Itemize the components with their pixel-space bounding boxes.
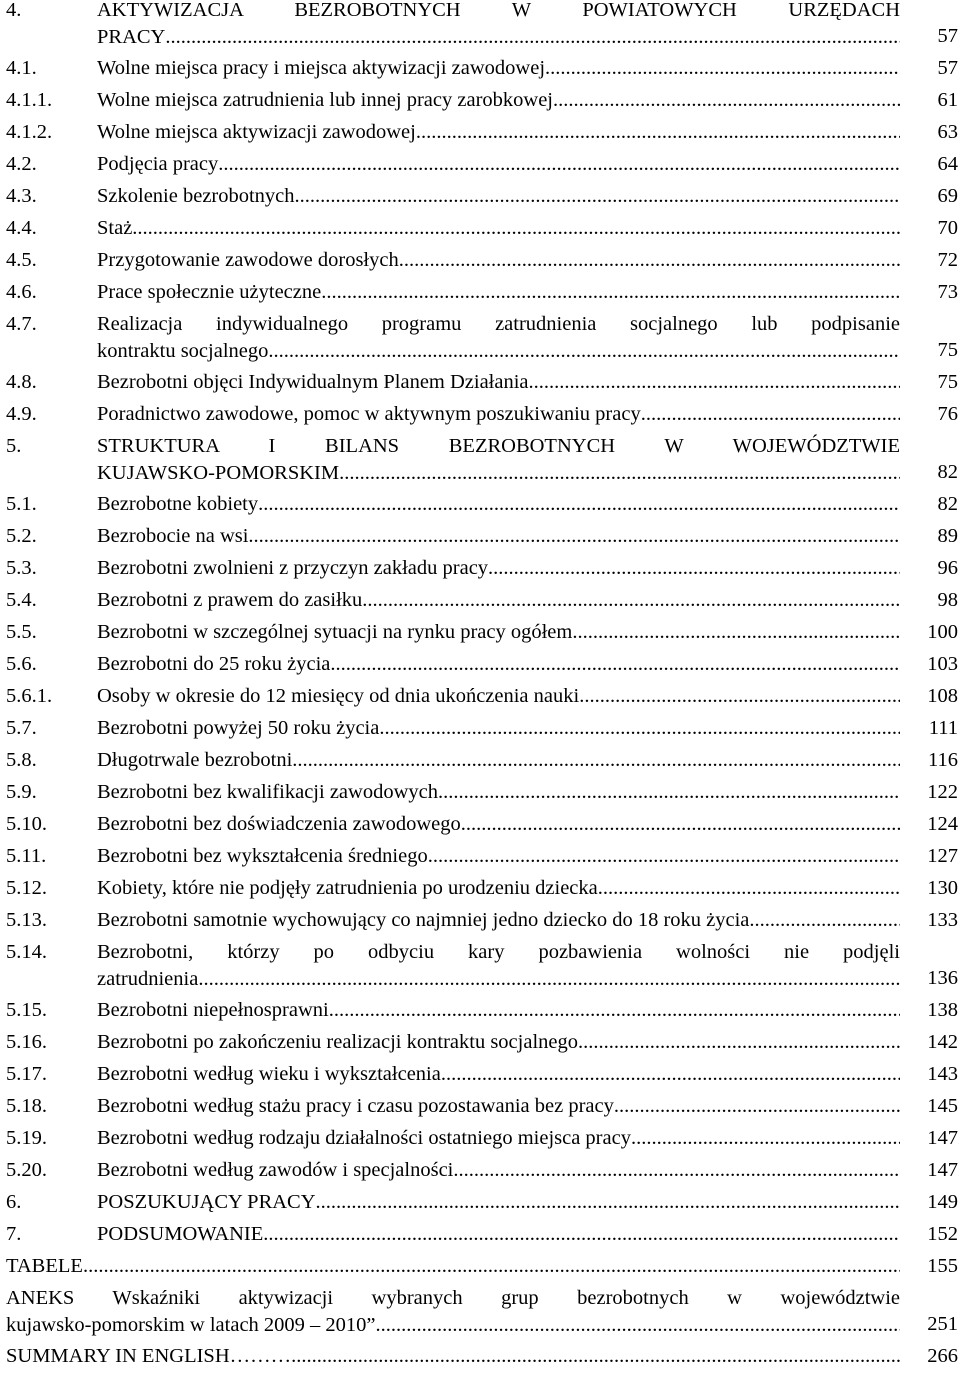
dot-leader — [83, 1253, 900, 1280]
toc-entry-number: 5.20. — [6, 1159, 47, 1181]
toc-entry[interactable] — [0, 904, 960, 936]
toc-entry-number: 4. — [6, 0, 22, 21]
toc-entry[interactable] — [0, 276, 960, 308]
toc-entry-title-text: Długotrwale bezrobotni — [97, 749, 293, 771]
toc-entry-title — [97, 52, 900, 82]
toc-entry-title — [97, 84, 900, 114]
toc-entry[interactable] — [0, 680, 960, 712]
toc-entry-page-number: 142 — [927, 1031, 958, 1053]
toc-entry-page-number: 103 — [927, 653, 958, 675]
toc-entry-page-number: 96 — [937, 557, 958, 579]
toc-entry-page-number: 111 — [928, 717, 958, 739]
toc-entry-number: 7. — [6, 1223, 22, 1245]
toc-entry-title-text: POSZUKUJĄCY PRACY — [97, 1191, 316, 1213]
toc-entry-title — [97, 776, 900, 806]
toc-entry-title-text: Bezrobotni po zakończeniu realizacji kontraktu socjalnego — [97, 1031, 578, 1053]
toc-entry-page-number: 75 — [937, 371, 958, 393]
toc-entry-page-number: 89 — [937, 525, 958, 547]
toc-entry-title — [97, 148, 900, 178]
toc-entry-title — [97, 1058, 900, 1088]
toc-entry-number: 5.18. — [6, 1095, 47, 1117]
toc-entry-title-line2: KUJAWSKO-POMORSKIM — [97, 462, 340, 484]
toc-entry-page-number: 98 — [937, 589, 958, 611]
toc-entry-number: 5.2. — [6, 525, 37, 547]
dot-leader — [376, 1312, 900, 1339]
dot-leader — [438, 779, 900, 806]
toc-entry-title-text: Bezrobotni w szczególnej sytuacji na rynku pracy ogółem — [97, 621, 573, 643]
toc-entry-number: 4.6. — [6, 281, 37, 303]
toc-entry[interactable] — [0, 552, 960, 584]
dot-leader — [641, 401, 900, 428]
toc-entry[interactable] — [0, 1250, 960, 1282]
toc-entry-title — [97, 744, 900, 774]
toc-entry-title — [97, 808, 900, 838]
dot-leader — [132, 215, 900, 242]
toc-entry-title-line2: PRACY — [97, 26, 166, 48]
toc-entry-title-text: Wolne miejsca aktywizacji zawodowej — [97, 121, 416, 143]
dot-leader — [488, 555, 900, 582]
dot-leader — [453, 1157, 900, 1184]
toc-entry-title-line2: zatrudnienia — [97, 968, 199, 990]
toc-entry-number: 5.4. — [6, 589, 37, 611]
toc-entry-title-text: Szkolenie bezrobotnych — [97, 185, 295, 207]
toc-entry-title-text: Bezrobocie na wsi — [97, 525, 249, 547]
toc-entry-number: 5.10. — [6, 813, 47, 835]
toc-entry-title-text: Bezrobotni niepełnosprawni — [97, 999, 329, 1021]
toc-entry-number: 4.3. — [6, 185, 37, 207]
toc-entry-number: 5.3. — [6, 557, 37, 579]
toc-entry-page-number: 64 — [937, 153, 958, 175]
dot-leader — [362, 587, 900, 614]
dot-leader — [330, 651, 900, 678]
toc-entry-title — [97, 584, 900, 614]
dot-leader — [553, 87, 900, 114]
toc-entry-title — [6, 1250, 900, 1280]
dot-leader — [339, 460, 900, 487]
toc-entry-title — [97, 180, 900, 210]
toc-entry-number: 4.5. — [6, 249, 37, 271]
toc-entry-title-text: Poradnictwo zawodowe, pomoc w aktywnym poszukiwaniu pracy — [97, 403, 641, 425]
toc-entry-page-number: 61 — [937, 89, 958, 111]
toc-entry-number: 4.2. — [6, 153, 37, 175]
toc-entry[interactable] — [0, 308, 960, 366]
toc-entry-page-number: 116 — [928, 749, 958, 771]
toc-entry[interactable] — [0, 244, 960, 276]
toc-entry-number: 5.14. — [6, 941, 47, 963]
toc-entry-page-number: 69 — [937, 185, 958, 207]
dot-leader — [291, 1343, 900, 1370]
toc-entry-title-text: Bezrobotni do 25 roku życia — [97, 653, 331, 675]
toc-entry-number: 4.1.1. — [6, 89, 53, 111]
toc-entry-number: 5.8. — [6, 749, 37, 771]
dot-leader — [268, 338, 900, 365]
toc-entry-title — [97, 872, 900, 902]
toc-entry-title-text: Bezrobotni bez doświadczenia zawodowego — [97, 813, 461, 835]
dot-leader — [416, 119, 900, 146]
toc-entry-title — [97, 366, 900, 396]
toc-entry-title-text: Bezrobotni według zawodów i specjalności — [97, 1159, 454, 1181]
dot-leader — [461, 811, 900, 838]
toc-entry[interactable] — [0, 840, 960, 872]
toc-entry-number: 5.6. — [6, 653, 37, 675]
toc-entry-title — [97, 244, 900, 274]
toc-entry-title-line1: AKTYWIZACJA BEZROBOTNYCH W POWIATOWYCH URZĘDACH — [97, 0, 900, 21]
toc-entry[interactable] — [0, 936, 960, 994]
toc-entry-number: 5.13. — [6, 909, 47, 931]
toc-entry[interactable] — [0, 1218, 960, 1250]
toc-entry-title-text: Przygotowanie zawodowe dorosłych — [97, 249, 399, 271]
toc-entry[interactable] — [0, 430, 960, 488]
toc-entry-title — [97, 936, 900, 993]
toc-entry-title-text: Wolne miejsca pracy i miejsca aktywizacji zawodowej — [97, 57, 546, 79]
toc-entry[interactable] — [0, 1154, 960, 1186]
toc-entry[interactable] — [0, 148, 960, 180]
dot-leader — [545, 55, 900, 82]
toc-entry-page-number: 73 — [937, 281, 958, 303]
toc-entry-title — [97, 680, 900, 710]
toc-entry[interactable] — [0, 52, 960, 84]
toc-entry-title — [97, 276, 900, 306]
toc-entry-page-number: 72 — [937, 249, 958, 271]
toc-entry[interactable] — [0, 0, 960, 52]
toc-entry-title-text: Osoby w okresie do 12 miesięcy od dnia ukończenia nauki — [97, 685, 580, 707]
dot-leader — [379, 715, 900, 742]
toc-entry-page-number: 138 — [927, 999, 958, 1021]
toc-entry-title — [97, 308, 900, 365]
toc-entry[interactable] — [0, 1340, 960, 1372]
toc-entry-page-number: 75 — [937, 339, 958, 361]
toc-entry-title — [97, 1218, 900, 1248]
toc-entry-title — [97, 648, 900, 678]
toc-entry-number: 5.5. — [6, 621, 37, 643]
toc-entry-title-line2: kontraktu socjalnego — [97, 340, 269, 362]
toc-entry-number: 4.1.2. — [6, 121, 53, 143]
toc-entry-page-number: 143 — [927, 1063, 958, 1085]
toc-entry-number: 5.1. — [6, 493, 37, 515]
toc-entry[interactable] — [0, 212, 960, 244]
toc-entry-title-text: Bezrobotne kobiety — [97, 493, 259, 515]
toc-entry-title — [97, 994, 900, 1024]
dot-leader — [579, 683, 900, 710]
toc-entry-page-number: 147 — [927, 1159, 958, 1181]
dot-leader — [258, 491, 900, 518]
toc-entry-title-line1: STRUKTURA I BILANS BEZROBOTNYCH W WOJEWÓDZTWIE — [97, 435, 900, 457]
toc-entry-title-text: Prace społecznie użyteczne — [97, 281, 322, 303]
toc-entry-title-text: Staż — [97, 217, 133, 239]
toc-entry[interactable] — [0, 1026, 960, 1058]
dot-leader — [295, 183, 900, 210]
toc-entry-title — [97, 212, 900, 242]
toc-entry-title-text: Bezrobotni według rodzaju działalności ostatniego miejsca pracy — [97, 1127, 631, 1149]
toc-entry[interactable] — [0, 776, 960, 808]
toc-entry-title-text: TABELE — [6, 1255, 83, 1277]
dot-leader — [316, 1189, 900, 1216]
toc-entry-title-text: Bezrobotni bez wykształcenia średniego — [97, 845, 428, 867]
toc-entry-title-line1: Bezrobotni, którzy po odbyciu kary pozbawienia wolności nie podjęli — [97, 941, 900, 963]
toc-entry-title — [97, 840, 900, 870]
dot-leader — [572, 619, 900, 646]
toc-entry-number: 5.17. — [6, 1063, 47, 1085]
toc-entry-title-text: SUMMARY IN ENGLISH……… — [6, 1345, 292, 1367]
toc-entry-title — [97, 616, 900, 646]
toc-entry[interactable] — [0, 616, 960, 648]
toc-entry-number: 5.7. — [6, 717, 37, 739]
toc-entry-page-number: 133 — [927, 909, 958, 931]
toc-entry[interactable] — [0, 1122, 960, 1154]
toc-entry-page-number: 100 — [927, 621, 958, 643]
toc-entry-title-text: Kobiety, które nie podjęły zatrudnienia po urodzeniu dziecka — [97, 877, 598, 899]
toc-entry[interactable] — [0, 744, 960, 776]
toc-entry[interactable] — [0, 712, 960, 744]
toc-entry[interactable] — [0, 366, 960, 398]
toc-entry-number: 5.12. — [6, 877, 47, 899]
dot-leader — [614, 1093, 900, 1120]
toc-entry-title — [97, 430, 900, 487]
toc-entry-title-line1: ANEKS Wskaźniki aktywizacji wybranych grup bezrobotnych w województwie — [6, 1287, 900, 1309]
toc-entry[interactable] — [0, 808, 960, 840]
toc-entry-number: 5.9. — [6, 781, 37, 803]
toc-entry-page-number: 57 — [937, 25, 958, 47]
dot-leader — [263, 1221, 900, 1248]
dot-leader — [578, 1029, 900, 1056]
toc-entry-page-number: 57 — [937, 57, 958, 79]
toc-entry-title-text: PODSUMOWANIE — [97, 1223, 264, 1245]
toc-entry[interactable] — [0, 116, 960, 148]
toc-entry-title — [6, 1282, 900, 1339]
toc-entry-title — [97, 116, 900, 146]
toc-entry-title — [97, 552, 900, 582]
toc-entry-title — [97, 0, 900, 51]
toc-entry-title — [97, 1090, 900, 1120]
toc-entry-page-number: 127 — [927, 845, 958, 867]
dot-leader — [598, 875, 900, 902]
toc-entry-title — [97, 1154, 900, 1184]
toc-entry-title — [97, 488, 900, 518]
toc-entry[interactable] — [0, 872, 960, 904]
toc-entry-title-text: Bezrobotni zwolnieni z przyczyn zakładu pracy — [97, 557, 489, 579]
toc-entry-number: 5.6.1. — [6, 685, 53, 707]
toc-entry[interactable] — [0, 398, 960, 430]
toc-entry-title — [97, 904, 900, 934]
dot-leader — [749, 907, 900, 934]
dot-leader — [399, 247, 900, 274]
toc-entry-title — [97, 712, 900, 742]
toc-entry-title-text: Bezrobotni bez kwalifikacji zawodowych — [97, 781, 438, 803]
dot-leader — [329, 997, 900, 1024]
toc-entry-number: 4.4. — [6, 217, 37, 239]
toc-entry-page-number: 251 — [927, 1313, 958, 1335]
toc-entry-number: 6. — [6, 1191, 22, 1213]
toc-entry-title-text: Bezrobotni objęci Indywidualnym Planem Działania — [97, 371, 529, 393]
dot-leader — [441, 1061, 900, 1088]
toc-entry-page-number: 63 — [937, 121, 958, 143]
dot-leader — [529, 369, 900, 396]
toc-entry-number: 5.11. — [6, 845, 47, 867]
toc-entry-title-text: Bezrobotni powyżej 50 roku życia — [97, 717, 380, 739]
toc-entry-title-line2: kujawsko-pomorskim w latach 2009 – 2010” — [6, 1314, 376, 1336]
dot-leader — [165, 24, 900, 51]
toc-entry-title-text: Bezrobotni według stażu pracy i czasu pozostawania bez pracy — [97, 1095, 614, 1117]
toc-entry-title — [97, 1186, 900, 1216]
toc-entry-title — [97, 1122, 900, 1152]
toc-entry-page-number: 76 — [937, 403, 958, 425]
toc-entry-page-number: 136 — [927, 967, 958, 989]
toc-entry-page-number: 145 — [927, 1095, 958, 1117]
toc-entry-title — [97, 398, 900, 428]
toc-entry-number: 4.8. — [6, 371, 37, 393]
toc-entry[interactable] — [0, 994, 960, 1026]
toc-entry[interactable] — [0, 1282, 960, 1340]
toc-entry[interactable] — [0, 1186, 960, 1218]
toc-entry-number: 5. — [6, 435, 22, 457]
toc-entry-page-number: 122 — [927, 781, 958, 803]
toc-entry-number: 5.19. — [6, 1127, 47, 1149]
toc-entry-page-number: 149 — [927, 1191, 958, 1213]
toc-entry-page-number: 70 — [937, 217, 958, 239]
toc-entry-page-number: 266 — [927, 1345, 958, 1367]
toc-entry[interactable] — [0, 584, 960, 616]
toc-entry-page-number: 124 — [927, 813, 958, 835]
dot-leader — [321, 279, 900, 306]
toc-entry-page-number: 82 — [937, 461, 958, 483]
toc-entry-title — [6, 1340, 900, 1370]
toc-entry-page-number: 147 — [927, 1127, 958, 1149]
toc-entry-number: 5.15. — [6, 999, 47, 1021]
dot-leader — [428, 843, 900, 870]
toc-entry-page-number: 108 — [927, 685, 958, 707]
toc-entry[interactable] — [0, 648, 960, 680]
toc-entry-title-text: Bezrobotni z prawem do zasiłku — [97, 589, 363, 611]
toc-entry-number: 4.1. — [6, 57, 37, 79]
toc-entry-number: 5.16. — [6, 1031, 47, 1053]
dot-leader — [198, 966, 900, 993]
toc-entry-title-line1: Realizacja indywidualnego programu zatrudnienia socjalnego lub podpisanie — [97, 313, 900, 335]
toc-entry[interactable] — [0, 180, 960, 212]
toc-entry-title-text: Wolne miejsca zatrudnienia lub innej pracy zarobkowej — [97, 89, 554, 111]
toc-entry-title — [97, 1026, 900, 1056]
toc-entry-page-number: 152 — [927, 1223, 958, 1245]
toc-entry[interactable] — [0, 520, 960, 552]
toc-entry-page-number: 130 — [927, 877, 958, 899]
toc-entry-page-number: 82 — [937, 493, 958, 515]
dot-leader — [218, 151, 900, 178]
toc-entry-title-text: Bezrobotni według wieku i wykształcenia — [97, 1063, 441, 1085]
toc-entry[interactable] — [0, 488, 960, 520]
toc-entry-title-text: Bezrobotni samotnie wychowujący co najmniej jedno dziecko do 18 roku życia — [97, 909, 750, 931]
toc-entry[interactable] — [0, 1090, 960, 1122]
toc-entry-number: 4.7. — [6, 313, 37, 335]
dot-leader — [631, 1125, 900, 1152]
toc-entry[interactable] — [0, 84, 960, 116]
toc-entry[interactable] — [0, 1058, 960, 1090]
toc-entry-title-text: Podjęcia pracy — [97, 153, 219, 175]
toc-entry-page-number: 155 — [927, 1255, 958, 1277]
toc-entry-number: 4.9. — [6, 403, 37, 425]
dot-leader — [292, 747, 900, 774]
toc-entry-title — [97, 520, 900, 550]
dot-leader — [248, 523, 900, 550]
